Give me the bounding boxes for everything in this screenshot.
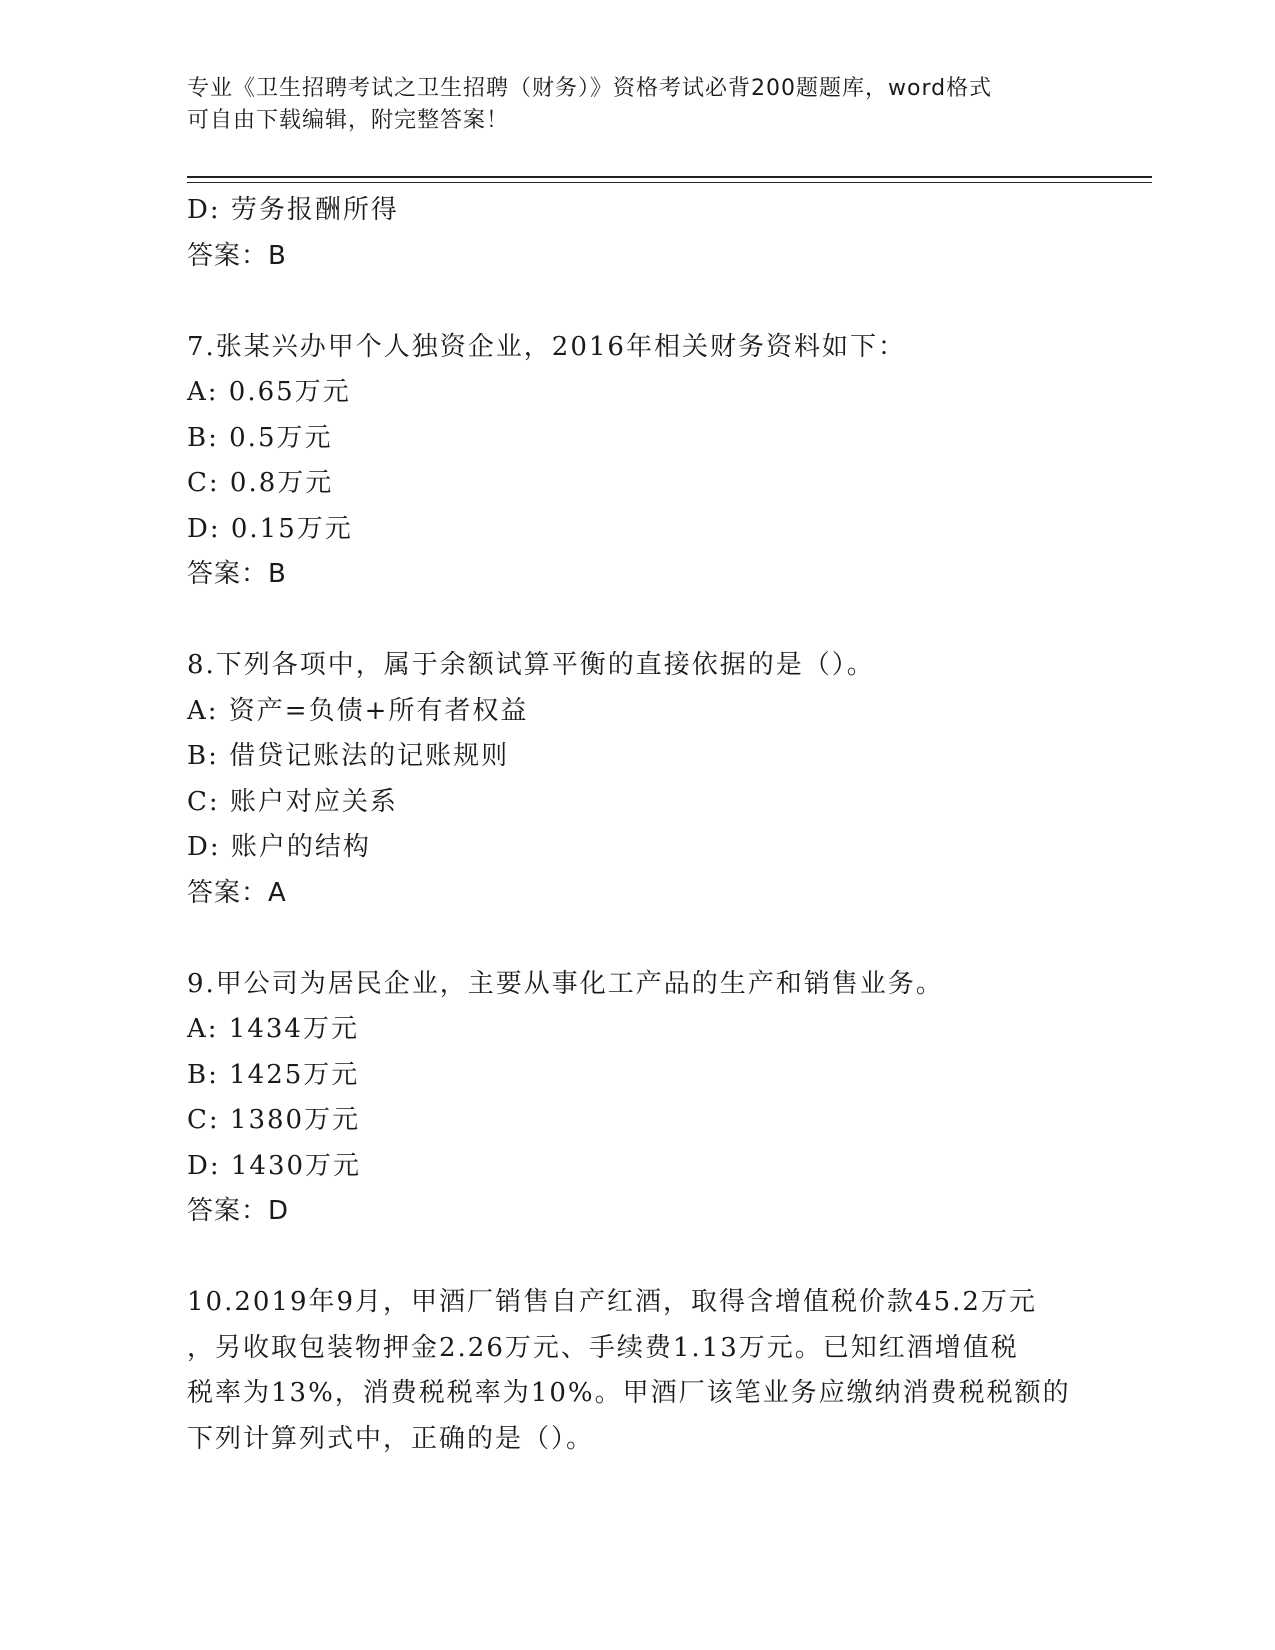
previous-question-tail [187,188,1087,279]
answer: 答案：A [187,877,287,908]
question-stem-line-2: ，另收取包装物押金2.26万元、手续费1.13万元。已知红酒增值税 [187,1332,1019,1363]
answer: 答案：D [187,1196,290,1226]
header-line-2: 可自由下载编辑，附完整答案！ [187,108,510,133]
option-a: A: 0.65万元 [187,377,351,407]
option-c: C: 账户对应关系 [187,786,398,817]
option-a: A: 1434万元 [187,1014,359,1044]
option-d: D: 账户的结构 [187,832,371,862]
option-b: B: 1425万元 [187,1059,360,1090]
option-d: D: 0.15万元 [187,513,353,544]
document-header [187,73,1067,137]
question-stem-line-3: 税率为13%，消费税税率为10%。甲酒厂该笔业务应缴纳消费税税额的 [187,1378,1071,1408]
header-rule-thin [187,182,1152,183]
question-7 [187,325,1087,598]
option-c: C: 0.8万元 [187,468,334,498]
answer: 答案：B [187,240,287,271]
question-10 [187,1280,1087,1462]
header-rule-thick [187,176,1152,178]
question-stem: 7.张某兴办甲个人独资企业，2016年相关财务资料如下： [187,331,906,362]
question-stem: 8.下列各项中，属于余额试算平衡的直接依据的是（）。 [187,650,875,680]
option-c: C: 1380万元 [187,1105,361,1135]
header-line-1: 专业《卫生招聘考试之卫生招聘（财务）》资格考试必背200题题库，word格式 [187,76,993,101]
option-a: A: 资产=负债+所有者权益 [187,695,529,726]
option-d: D: 1430万元 [187,1150,362,1181]
question-stem-line-1: 10.2019年9月，甲酒厂销售自产红酒，取得含增值税价款45.2万元 [187,1287,1037,1317]
question-9 [187,962,1087,1235]
spacer [187,598,1087,644]
question-stem-line-4: 下列计算列式中，正确的是（）。 [187,1423,595,1454]
question-list [187,188,1087,1462]
spacer [187,279,1087,325]
option-b: B: 0.5万元 [187,422,333,453]
option-d: D: 劳务报酬所得 [187,195,399,225]
spacer [187,916,1087,962]
answer: 答案：B [187,559,287,589]
question-8 [187,643,1087,916]
option-b: B: 借贷记账法的记账规则 [187,741,510,771]
question-stem: 9.甲公司为居民企业，主要从事化工产品的生产和销售业务。 [187,968,944,999]
spacer [187,1235,1087,1281]
